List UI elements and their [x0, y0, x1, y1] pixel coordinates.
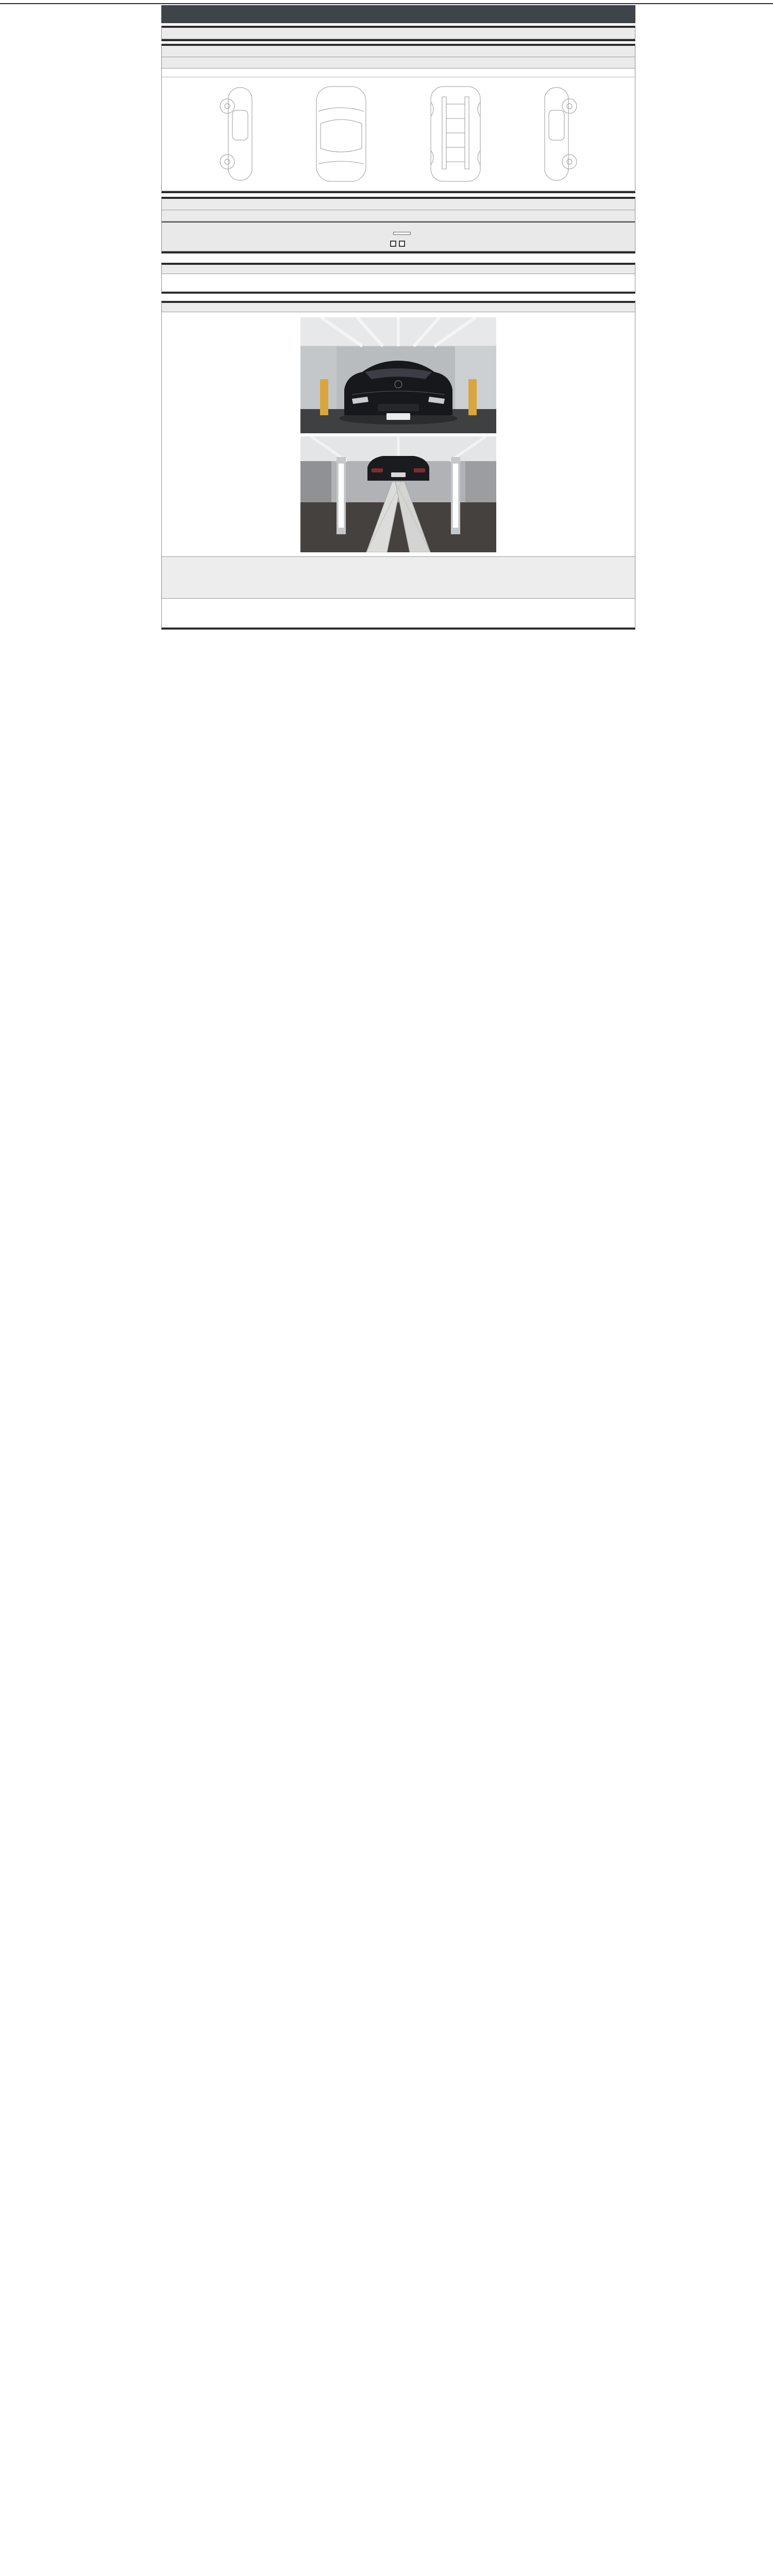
- state-code-legend: [162, 69, 635, 77]
- detail-state-section: [161, 197, 635, 253]
- final-price-block: [162, 222, 635, 251]
- inspection-photo-rear-lift: [300, 436, 496, 552]
- final-price-note: [167, 241, 630, 247]
- car-side-right-diagram: [537, 83, 581, 184]
- comprehensive-band: [162, 46, 635, 57]
- car-underbody-diagram: [424, 83, 488, 184]
- page-marker-3: [161, 253, 635, 255]
- accident-band: [162, 57, 635, 69]
- car-side-left-diagram: [216, 83, 259, 184]
- notices-band: [162, 265, 635, 274]
- car-damage-diagrams: [162, 77, 635, 191]
- photos-band: [162, 303, 635, 312]
- standard-book-2-checkbox[interactable]: [399, 241, 405, 247]
- document-masthead: [161, 5, 635, 23]
- final-price-line: [167, 227, 630, 238]
- signature-label: [162, 557, 635, 562]
- standard-book-1-checkbox[interactable]: [390, 241, 396, 247]
- signature-band: [162, 556, 635, 598]
- performance-insurance-premium: [162, 562, 635, 565]
- form-sheet: [161, 5, 635, 630]
- comprehensive-state-section: [161, 44, 635, 193]
- car-top-view-diagram: [309, 83, 373, 184]
- confirmation-footer: [162, 598, 635, 628]
- page-marker-2: [161, 193, 635, 194]
- detail-band: [162, 199, 635, 210]
- etc-info-band: [162, 210, 635, 222]
- form-reference-note: [0, 0, 773, 4]
- inspection-photo-front: [300, 317, 496, 433]
- inspection-photos-section: [161, 301, 635, 630]
- page-marker-4: [161, 294, 635, 295]
- basic-info-section: [161, 26, 635, 41]
- notices-content: [162, 274, 635, 292]
- final-price-value: [393, 232, 411, 235]
- document-number: [169, 15, 628, 21]
- notices-section: [161, 263, 635, 294]
- basic-info-band: [162, 28, 635, 39]
- photos-wrap: [162, 312, 635, 556]
